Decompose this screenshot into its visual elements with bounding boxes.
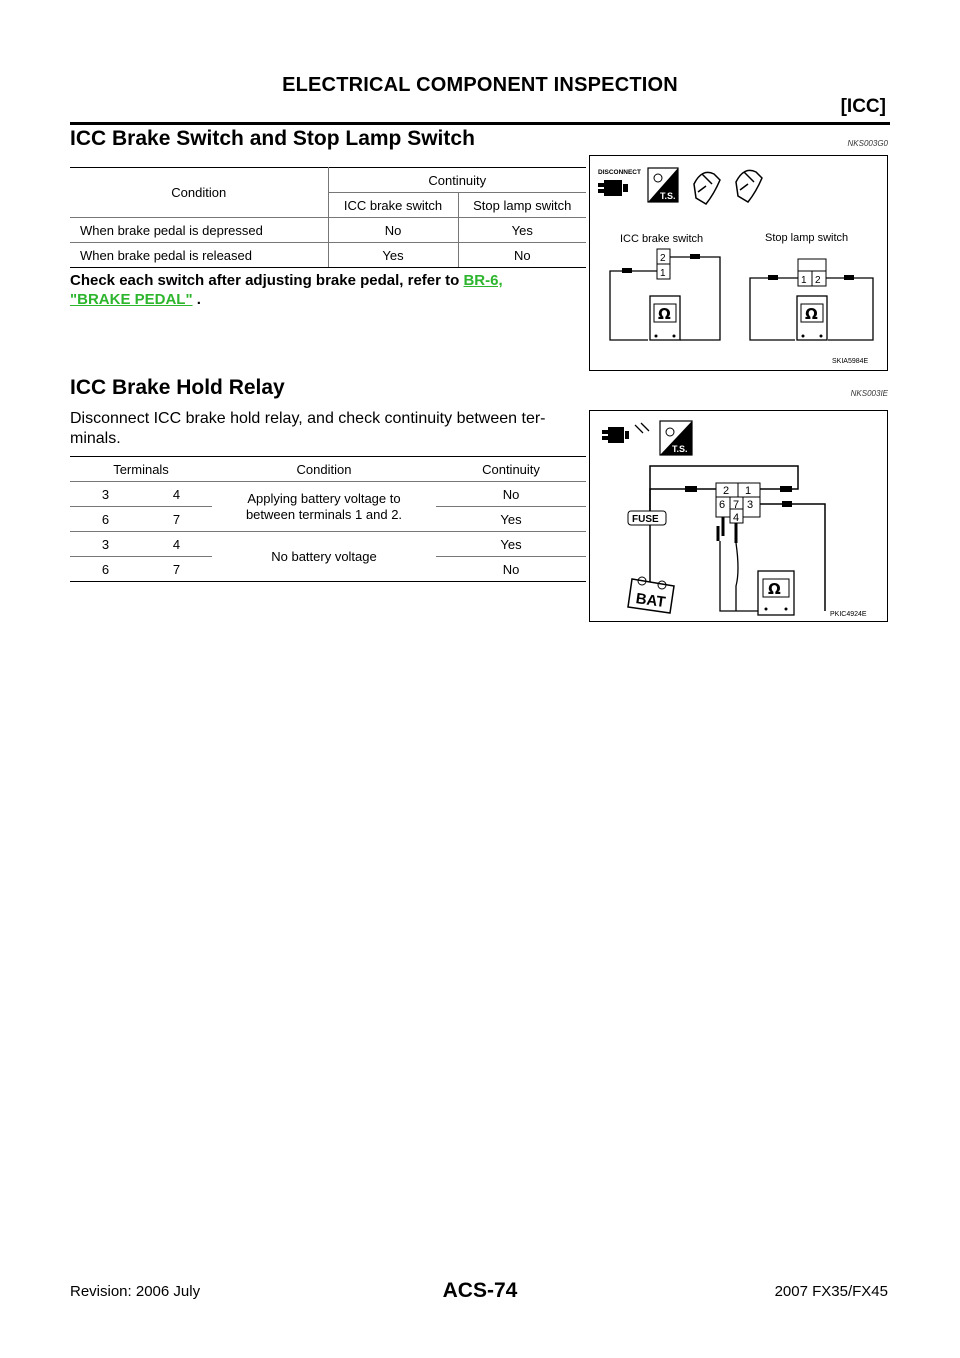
condition-battery-voltage: Applying battery voltage to between terminals 1 and 2. xyxy=(212,482,436,532)
section-title-brake-switch: ICC Brake Switch and Stop Lamp Switch xyxy=(70,127,475,150)
stop-lamp-switch-label: Stop lamp switch xyxy=(765,232,849,244)
icc-terminal-1: 1 xyxy=(660,268,666,279)
continuity-cell: No xyxy=(436,557,586,582)
stop-lamp-circuit xyxy=(750,259,873,340)
fuse-label xyxy=(628,511,666,525)
svg-text:DISCONNECT: DISCONNECT xyxy=(598,169,641,176)
page-header-code: [ICC] xyxy=(840,96,886,117)
stop-cell: Yes xyxy=(458,218,586,243)
figure-id: SKIA5984E xyxy=(832,358,869,365)
brake-hold-relay-figure xyxy=(589,410,888,622)
icc-cell: Yes xyxy=(328,243,458,268)
hand-icon xyxy=(694,170,762,204)
footer-revision: Revision: 2006 July xyxy=(70,1283,201,1300)
svg-text:FUSE: FUSE xyxy=(632,514,659,525)
svg-text:T.S.: T.S. xyxy=(660,191,676,201)
relay-terminal-6: 6 xyxy=(719,499,726,511)
terminal-cell: 4 xyxy=(141,482,212,507)
terminals-header: Terminals xyxy=(70,457,212,482)
continuity-cell: No xyxy=(436,482,586,507)
section-code-brake-switch: NKS003G0 xyxy=(847,139,888,148)
footer-page-number: ACS-74 xyxy=(442,1279,518,1302)
ohm-icon: Ω xyxy=(805,305,818,323)
stop-lamp-switch-header: Stop lamp switch xyxy=(458,193,586,218)
terminal-cell: 6 xyxy=(70,557,141,582)
relay-instruction: Disconnect ICC brake hold relay, and check continuity between ter- minals. xyxy=(70,410,546,447)
condition-cell: When brake pedal is released xyxy=(70,243,328,268)
brake-pedal-link[interactable]: "BRAKE PEDAL" xyxy=(70,291,193,308)
ts-icon xyxy=(648,168,678,202)
connector-icon xyxy=(602,423,649,443)
continuity-header: Continuity xyxy=(436,457,586,482)
footer-model: 2007 FX35/FX45 xyxy=(774,1283,888,1300)
note-suffix: . xyxy=(192,291,201,308)
terminal-cell: 7 xyxy=(141,507,212,532)
brake-hold-relay-table xyxy=(70,456,586,582)
br6-link[interactable]: BR-6, xyxy=(463,272,503,289)
battery-icon xyxy=(628,577,674,613)
note-prefix: Check each switch after adjusting brake pedal, refer to xyxy=(70,272,464,289)
section-title-brake-hold-relay: ICC Brake Hold Relay xyxy=(70,376,285,399)
condition-cell: When brake pedal is depressed xyxy=(70,218,328,243)
relay-terminal-1: 1 xyxy=(745,485,752,497)
ohmmeter-icon xyxy=(758,571,794,615)
table-row xyxy=(70,243,586,268)
svg-text:T.S.: T.S. xyxy=(672,444,688,454)
svg-text:BAT: BAT xyxy=(634,590,667,612)
terminal-cell: 3 xyxy=(70,482,141,507)
brake-pedal-note xyxy=(70,271,584,309)
brake-switch-table xyxy=(70,167,586,268)
icc-switch-circuit xyxy=(610,249,720,340)
icc-brake-switch-label: ICC brake switch xyxy=(620,233,704,245)
stop-terminal-1: 1 xyxy=(801,275,807,286)
terminal-cell: 3 xyxy=(70,532,141,557)
ohm-icon: Ω xyxy=(658,305,671,323)
table-row xyxy=(70,482,586,507)
disconnect-icon xyxy=(598,169,641,196)
figure-id: PKIC4924E xyxy=(830,611,867,618)
condition-header: Condition xyxy=(212,457,436,482)
stop-terminal-2: 2 xyxy=(815,275,821,286)
svg-text:Ω: Ω xyxy=(768,580,781,598)
table-row xyxy=(70,218,586,243)
terminal-cell: 6 xyxy=(70,507,141,532)
relay-terminal-4: 4 xyxy=(733,512,740,524)
page-header-title: ELECTRICAL COMPONENT INSPECTION xyxy=(282,74,678,96)
icc-cell: No xyxy=(328,218,458,243)
continuity-header: Continuity xyxy=(328,168,586,193)
relay-terminal-7: 7 xyxy=(733,499,740,511)
condition-header: Condition xyxy=(70,168,328,218)
ts-icon xyxy=(660,421,692,455)
icc-brake-switch-header: ICC brake switch xyxy=(328,193,458,218)
header-rule xyxy=(70,122,890,125)
terminal-cell: 4 xyxy=(141,532,212,557)
continuity-cell: Yes xyxy=(436,507,586,532)
brake-switch-figure xyxy=(589,155,888,371)
section-code-brake-hold-relay: NKS003IE xyxy=(850,389,888,398)
table-row xyxy=(70,532,586,557)
icc-terminal-2: 2 xyxy=(660,253,666,264)
stop-cell: No xyxy=(458,243,586,268)
terminal-cell: 7 xyxy=(141,557,212,582)
continuity-cell: Yes xyxy=(436,532,586,557)
relay-terminal-2: 2 xyxy=(723,485,730,497)
relay-terminal-3: 3 xyxy=(747,499,754,511)
condition-no-battery: No battery voltage xyxy=(212,532,436,582)
